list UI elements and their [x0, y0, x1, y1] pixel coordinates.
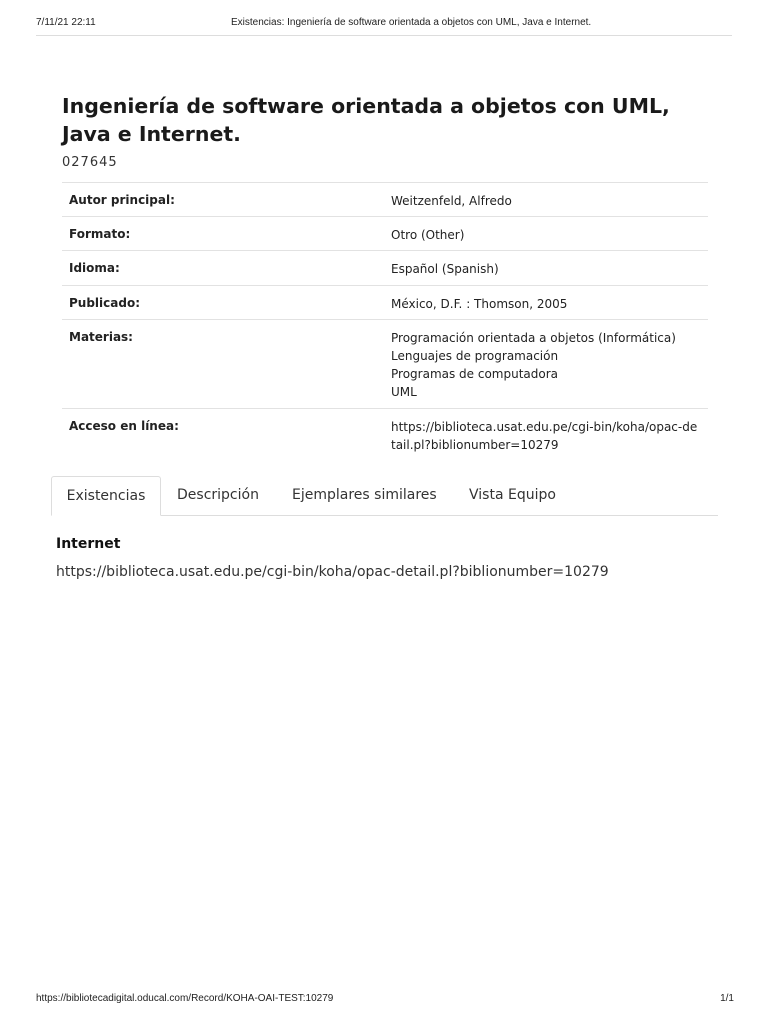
details-row-published: [62, 286, 708, 320]
print-datetime: 7/11/21 22:11: [36, 17, 96, 28]
print-footer-url: https://bibliotecadigital.oducal.com/Record/KOHA-OAI-TEST:10279: [36, 993, 334, 1004]
details-value: [391, 192, 701, 210]
details-value: [391, 260, 701, 278]
details-label: Publicado:: [69, 296, 140, 310]
print-document-title: Existencias: Ingeniería de software orientada a objetos con UML, Java e Internet.: [231, 17, 592, 28]
holdings-link[interactable]: https://biblioteca.usat.edu.pe/cgi-bin/koha/opac-detail.pl?biblionumber=10279: [56, 564, 609, 580]
subject-link[interactable]: Programación orientada a objetos (Informática): [391, 331, 676, 345]
record-code: 027645: [62, 155, 118, 170]
published-value: México, D.F. : Thomson, 2005: [391, 297, 568, 311]
details-value: [391, 295, 701, 313]
tab-ejemplares-similares[interactable]: Ejemplares similares: [292, 487, 437, 503]
tab-existencias[interactable]: Existencias: [51, 476, 161, 516]
format-value: Otro (Other): [391, 228, 465, 242]
record-title: Ingeniería de software orientada a objetos con UML, Java e Internet.: [62, 94, 670, 146]
details-label: Idioma:: [69, 261, 120, 275]
language-value: Español (Spanish): [391, 262, 499, 276]
details-value: [391, 226, 701, 244]
tab-vista-equipo[interactable]: Vista Equipo: [469, 487, 556, 503]
holdings-heading: Internet: [56, 536, 121, 552]
details-label: Materias:: [69, 330, 133, 344]
subject-link[interactable]: Programas de computadora: [391, 367, 559, 381]
details-row-online-access: [62, 409, 708, 461]
details-label: Formato:: [69, 227, 131, 241]
details-row-author: [62, 183, 708, 217]
tab-descripcion[interactable]: Descripción: [177, 487, 259, 503]
online-access-link[interactable]: https://biblioteca.usat.edu.pe/cgi-bin/koha/opac-detail.pl?biblionumber=10279: [391, 420, 698, 452]
details-value: [391, 418, 701, 454]
subject-link[interactable]: UML: [391, 385, 417, 399]
details-table: [62, 182, 708, 461]
subject-link[interactable]: Lenguajes de programación: [391, 349, 559, 363]
page-number: 1/1: [720, 993, 734, 1004]
author-link[interactable]: Weitzenfeld, Alfredo: [391, 194, 512, 208]
details-label: Acceso en línea:: [69, 419, 179, 433]
details-row-format: [62, 217, 708, 251]
details-label: Autor principal:: [69, 193, 175, 207]
print-header: [36, 15, 732, 36]
record-tabs: [51, 476, 718, 516]
details-row-subjects: [62, 320, 708, 409]
details-value: [391, 329, 701, 401]
details-row-language: [62, 251, 708, 286]
